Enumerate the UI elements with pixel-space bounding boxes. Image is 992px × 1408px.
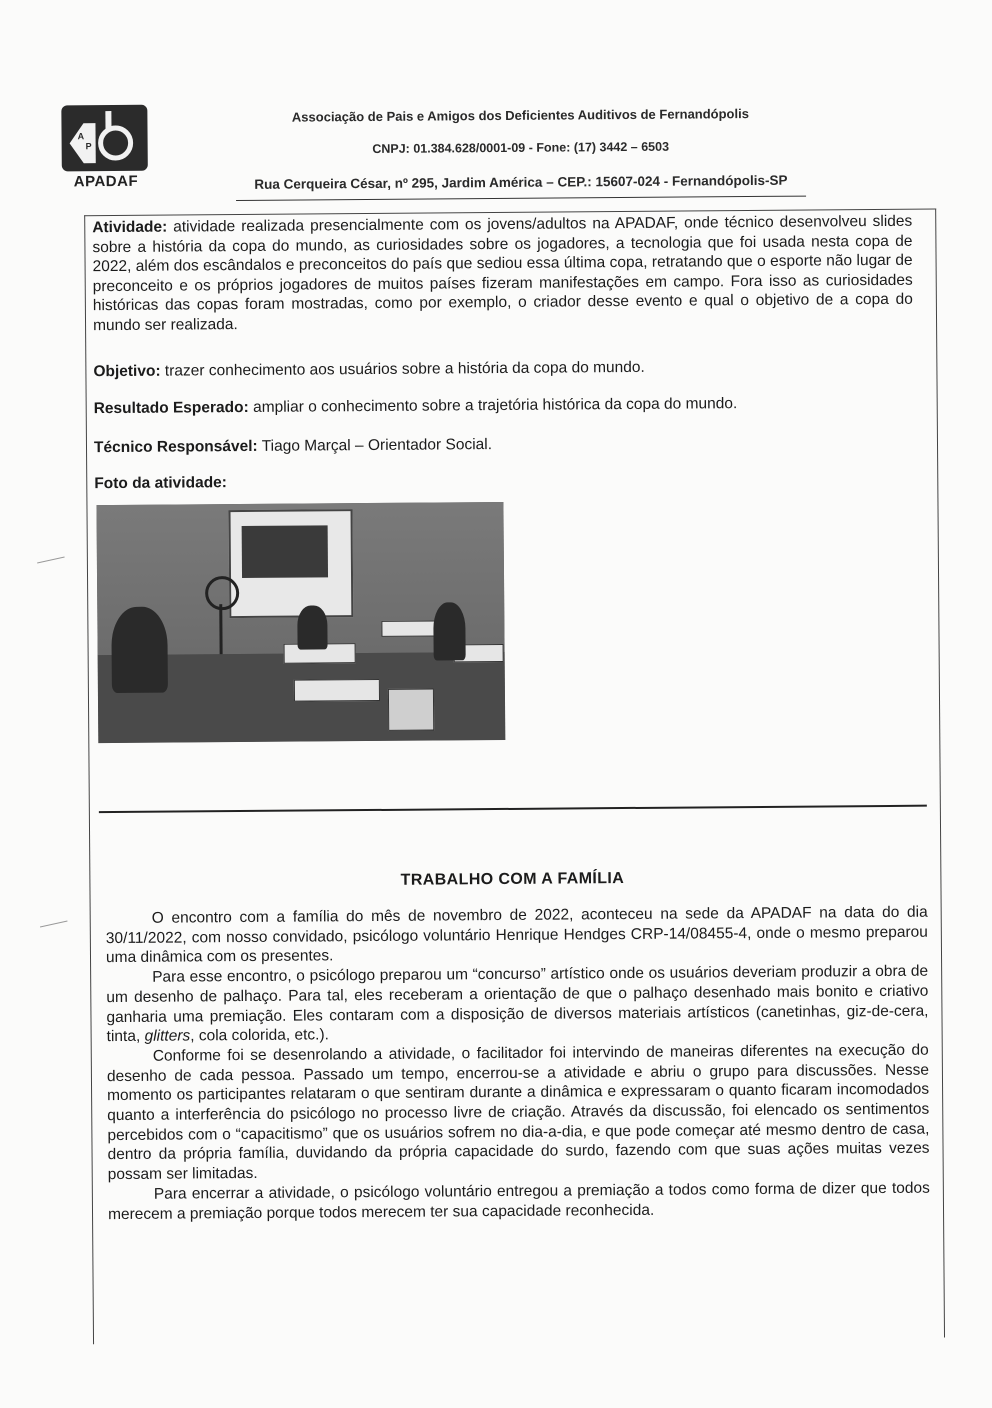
logo-text: APADAF xyxy=(73,172,139,191)
header-rule xyxy=(236,196,806,201)
projected-slide xyxy=(242,525,328,578)
family-paragraph-2 xyxy=(106,962,929,1047)
svg-text:A: A xyxy=(77,131,85,142)
desk xyxy=(294,679,380,702)
technician-text: Tiago Marçal – Orientador Social. xyxy=(261,436,493,455)
svg-text:P: P xyxy=(85,141,92,152)
org-name: Associação de Pais e Amigos dos Deficientes Auditivos de Fernandópolis xyxy=(291,106,749,125)
expected-result-label: Resultado Esperado: xyxy=(93,398,249,418)
family-paragraph-2-italic: glitters xyxy=(144,1027,191,1046)
activity-text: atividade realizada presencialmente com os jovens/adultos na APADAF, onde técnico desenvolveu slides sobre a história da copa do mundo, as curiosidades sobre os jogadores, a tecnologia que foi usada nesta copa de 2022, além dos escândalos e preconceitos do país que sediou essa última copa, retratando que o esporte não lugar de preconceito e os próprios jogadores de muitos países fizeram manifestações em campo. Fora isso as curiosidades históricas das copas foram mostradas, como por exemplo, o criador desse evento e qual o objetivo de a copa do mundo ser realizada. xyxy=(92,212,913,335)
person xyxy=(433,602,465,660)
family-paragraph-1: O encontro com a família do mês de novembro de 2022, aconteceu na sede da APADAF na data do dia 30/11/2022, com nosso convidado, psicólogo voluntário Henrique Hendges CRP-14/08455-4, onde o mesmo preparou uma dinâmica com os presentes. xyxy=(105,903,928,967)
objective-text: trazer conhecimento aos usuários sobre a história da copa do mundo. xyxy=(164,358,645,380)
objective-label: Objetivo: xyxy=(93,362,161,381)
family-paragraph-3: Conforme foi se desenrolando a atividade, o facilitador foi intervindo de maneiras diferentes na execução do desenho de cada pessoa. Passado um tempo, encerrou-se a atividade e abriu o grupo para discussões. Nesse momento os participantes relataram o que sentiram durante a dinâmica e expressaram o quanto ficaram incomodados quanto a interferência do psicólogo no processo livre de criação. Através da discussão, foi elencado os sentimentos percebidos com o “capacitismo” que os usuários sofrem no dia-a-dia, e que pode começar até mesmo dentro de casa, dentro da própria família, duvidando da própria capacidade do surdo, fazendo com que suas ações muitas vezes possam ser limitadas. xyxy=(106,1041,930,1184)
activity-photo xyxy=(96,502,505,743)
ear-symbol-icon xyxy=(61,105,148,172)
desk xyxy=(381,620,437,636)
expected-result-text: ampliar o conhecimento sobre a trajetória histórica da copa do mundo. xyxy=(252,395,738,416)
family-paragraph-2-part-a: Para esse encontro, o psicólogo preparou um “concurso” artístico onde os usuários deveriam produzir a obra de um desenho de palhaço. Para tal, eles receberam a orientação de que o palhaço desenhado mais bonito e criativo ganharia uma premiação. Eles contaram com a disposição de diversos materiais artísticos (canetinhas, giz-de-cera, tinta, xyxy=(106,962,929,1046)
punch-mark xyxy=(37,557,65,564)
family-paragraph-2-part-b: , cola colorida, etc.). xyxy=(190,1026,329,1045)
logo-emblem xyxy=(61,105,148,172)
section-title: TRABALHO COM A FAMÍLIA xyxy=(400,870,625,889)
address: Rua Cerqueira César, nº 295, Jardim América – CEP.: 15607-024 - Fernandópolis-SP xyxy=(254,172,788,192)
technician-label: Técnico Responsável: xyxy=(93,437,258,457)
family-section-text xyxy=(106,903,930,1225)
photo-label: Foto da atividade: xyxy=(94,474,227,493)
activity-paragraph xyxy=(92,212,913,336)
apadaf-logo xyxy=(59,105,152,196)
family-paragraph-4: Para encerrar a atividade, o psicólogo voluntário entregou a premiação a todos como forma de dizer que todos merecem a premiação porque todos merecem ter sua capacidade reconhecida. xyxy=(107,1179,930,1223)
punch-mark xyxy=(40,921,68,928)
activity-label: Atividade: xyxy=(92,218,168,237)
laptop xyxy=(388,689,434,731)
person xyxy=(297,605,327,649)
cnpj-phone: CNPJ: 01.384.628/0001-09 - Fone: (17) 3442 – 6503 xyxy=(372,139,670,156)
person xyxy=(111,607,168,693)
